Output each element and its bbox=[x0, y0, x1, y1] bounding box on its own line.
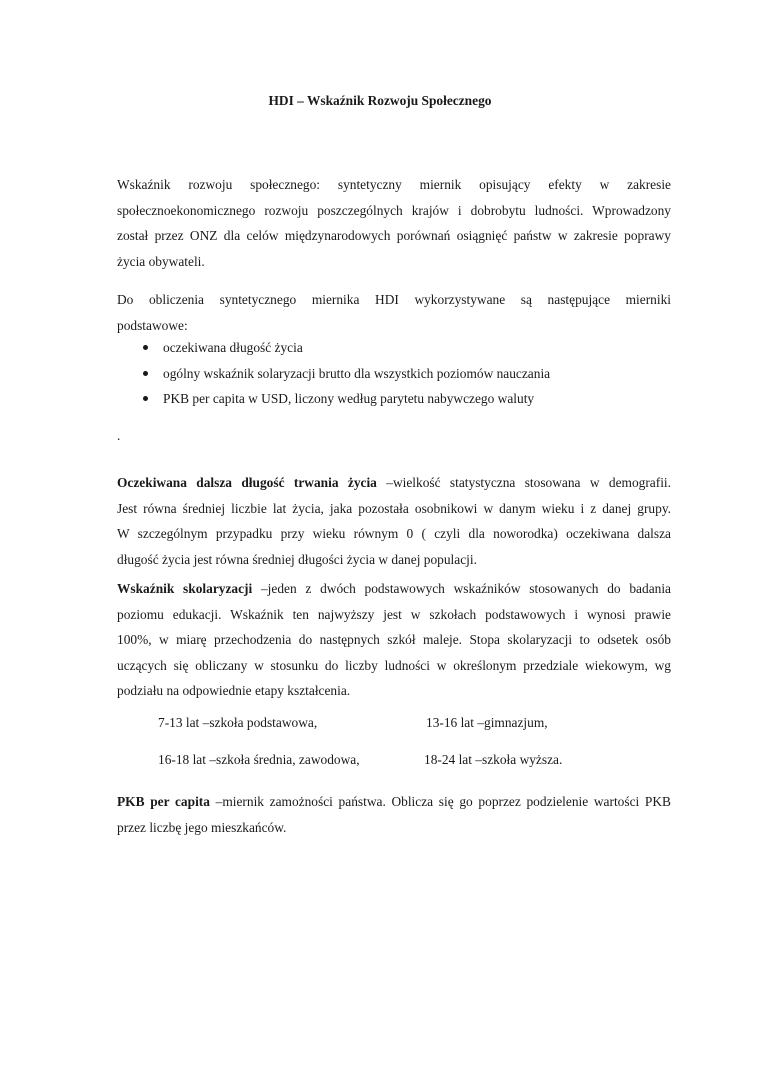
term-life-expectancy: Oczekiwana dalsza długość trwania życia bbox=[117, 475, 377, 490]
term-gdp: PKB per capita bbox=[117, 794, 210, 809]
paragraph-line: 100%, w miarę przechodzenia do następnych szkół maleje. Stopa skolaryzacji to odsetek osób bbox=[117, 632, 671, 647]
paragraph-line bbox=[117, 576, 671, 602]
list-item: ogólny wskaźnik solaryzacji brutto dla wszystkich poziomów nauczania bbox=[117, 361, 550, 387]
components-intro-paragraph bbox=[117, 287, 671, 338]
list-item: oczekiwana długość życia bbox=[117, 335, 550, 361]
stage-primary: 7-13 lat –szkoła podstawowa, bbox=[158, 715, 318, 730]
paragraph-line bbox=[117, 789, 671, 815]
life-expectancy-paragraph bbox=[117, 470, 671, 572]
paragraph-line: Jest równa średniej liczbie lat życia, jaka pozostała osobnikowi w danym wieku i z danej grupy. bbox=[117, 500, 671, 516]
intro-paragraph bbox=[117, 172, 671, 274]
paragraph-line: długość życia jest równa średniej długości życia w danej populacji. bbox=[117, 551, 477, 567]
paragraph-line: Wskaźnik rozwoju społecznego: syntetyczny miernik opisujący efekty w zakresie bbox=[117, 177, 671, 192]
paragraph-line: uczących się obliczany w stosunku do liczby ludności w określonym przedziale wiekowym, wg bbox=[117, 657, 671, 673]
stage-higher: 18-24 lat –szkoła wyższa. bbox=[424, 752, 563, 767]
paragraph-line bbox=[117, 470, 671, 496]
page-title: HDI – Wskaźnik Rozwoju Społecznego bbox=[268, 93, 492, 108]
definition-text: –jeden z dwóch podstawowych wskaźników stosowanych do badania bbox=[252, 581, 671, 596]
paragraph-line: został przez ONZ dla celów międzynarodowych porównań osiągnięć państw w zakresie poprawy bbox=[117, 228, 671, 243]
list-item: PKB per capita w USD, liczony według parytetu nabywczego waluty bbox=[117, 386, 550, 412]
gdp-paragraph bbox=[117, 789, 671, 840]
stray-period: . bbox=[117, 428, 121, 443]
paragraph-line: podziału na odpowiednie etapy kształcenia. bbox=[117, 683, 351, 698]
paragraph-line: W szczególnym przypadku przy wieku równym 0 ( czyli dla noworodka) oczekiwana dalsza bbox=[117, 526, 671, 541]
term-schooling: Wskaźnik skolaryzacji bbox=[117, 581, 253, 596]
paragraph-line: przez liczbę jego mieszkańców. bbox=[117, 819, 287, 835]
paragraph-line: Do obliczenia syntetycznego miernika HDI wykorzystywane są następujące mierniki bbox=[117, 292, 671, 307]
definition-text: –miernik zamożności państwa. Oblicza się go poprzez podzielenie wartości PKB bbox=[209, 794, 671, 809]
components-list bbox=[117, 335, 550, 412]
schooling-paragraph bbox=[117, 576, 671, 704]
definition-text: –wielkość statystyczna stosowana w demografii. bbox=[376, 475, 671, 490]
stage-secondary: 16-18 lat –szkoła średnia, zawodowa, bbox=[158, 752, 360, 767]
paragraph-line: poziomu edukacji. Wskaźnik ten najwyższy jest w szkołach podstawowych i wynosi prawie bbox=[117, 606, 671, 622]
paragraph-line: podstawowe: bbox=[117, 317, 188, 333]
stage-middle: 13-16 lat –gimnazjum, bbox=[426, 715, 548, 730]
paragraph-line: życia obywateli. bbox=[117, 253, 205, 269]
paragraph-line: społecznoekonomicznego rozwoju poszczególnych krajów i dobrobytu ludności. Wprowadzony bbox=[117, 202, 671, 218]
